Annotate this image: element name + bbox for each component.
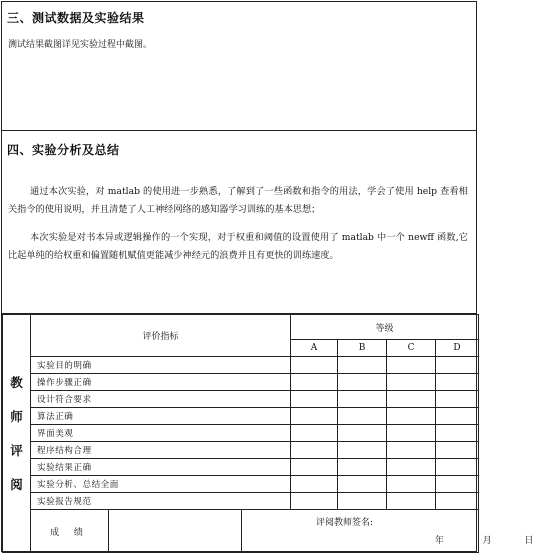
grade-cell[interactable] xyxy=(338,425,387,442)
criteria-row xyxy=(3,493,479,510)
grade-cell[interactable] xyxy=(387,391,436,408)
teacher-review-label: 教 师 评 阅 xyxy=(3,315,31,553)
grade-cell[interactable] xyxy=(436,425,479,442)
grade-cell[interactable] xyxy=(291,374,338,391)
grade-header: 等级 xyxy=(291,315,479,340)
criteria-row xyxy=(3,459,479,476)
reviewer-signature-cell[interactable] xyxy=(242,510,533,553)
grade-cell[interactable] xyxy=(338,357,387,374)
lab-report-page xyxy=(1,1,533,552)
day-label: 日 xyxy=(524,536,533,546)
criteria-row xyxy=(3,357,479,374)
criterion-label: 实验分析、总结全面 xyxy=(31,476,291,493)
grade-cell[interactable] xyxy=(338,476,387,493)
grade-cell[interactable] xyxy=(291,493,338,510)
grade-cell[interactable] xyxy=(387,493,436,510)
criterion-label: 设计符合要求 xyxy=(31,391,291,408)
analysis-summary-section xyxy=(2,131,476,314)
criterion-label: 程序结构合理 xyxy=(31,442,291,459)
grade-cell[interactable] xyxy=(436,374,479,391)
grade-cell[interactable] xyxy=(436,493,479,510)
grade-cell[interactable] xyxy=(387,442,436,459)
grade-cell[interactable] xyxy=(387,476,436,493)
criterion-label: 实验目的明确 xyxy=(31,357,291,374)
criteria-row xyxy=(3,442,479,459)
grade-c: C xyxy=(387,340,436,357)
grade-cell[interactable] xyxy=(387,357,436,374)
grade-cell[interactable] xyxy=(291,442,338,459)
criterion-label: 实验报告规范 xyxy=(31,493,291,510)
grade-a: A xyxy=(291,340,338,357)
grade-cell[interactable] xyxy=(291,357,338,374)
grade-cell[interactable] xyxy=(436,408,479,425)
criteria-header: 评价指标 xyxy=(31,315,291,357)
criterion-label: 操作步骤正确 xyxy=(31,374,291,391)
grade-b: B xyxy=(338,340,387,357)
criteria-row xyxy=(3,391,479,408)
section-text: 测试结果截图详见实验过程中截图。 xyxy=(8,40,153,50)
criterion-label: 算法正确 xyxy=(31,408,291,425)
grade-cell[interactable] xyxy=(436,357,479,374)
reviewer-signature-label: 评阅教师签名: xyxy=(316,518,374,528)
section-heading: 四、实验分析及总结 xyxy=(7,143,120,157)
grade-cell[interactable] xyxy=(338,391,387,408)
grade-cell[interactable] xyxy=(338,408,387,425)
grade-cell[interactable] xyxy=(291,425,338,442)
grade-cell[interactable] xyxy=(338,374,387,391)
grade-cell[interactable] xyxy=(387,374,436,391)
month-label: 月 xyxy=(482,536,492,546)
grade-cell[interactable] xyxy=(338,493,387,510)
year-label: 年 xyxy=(434,536,444,546)
summary-paragraph: 通过本次实验，对 matlab 的使用进一步熟悉，了解到了一些函数和指令的用法，学会了使用 help 查看相关指令的使用说明，并且清楚了人工神经网络的感知器学习训练的基本思想； xyxy=(8,186,468,215)
criterion-label: 实验结果正确 xyxy=(31,459,291,476)
grade-cell[interactable] xyxy=(387,425,436,442)
grade-cell[interactable] xyxy=(436,459,479,476)
criteria-row xyxy=(3,476,479,493)
grade-cell[interactable] xyxy=(387,408,436,425)
grade-cell[interactable] xyxy=(338,459,387,476)
summary-paragraph: 本次实验是对书本异或逻辑操作的一个实现，对于权重和阈值的设置使用了 matlab 中一个 newff 函数,它比起单纯的给权重和偏置随机赋值更能减少神经元的浪费并且有更快的训练速度。 xyxy=(8,232,468,261)
section-heading: 三、测试数据及实验结果 xyxy=(7,11,145,25)
score-field[interactable] xyxy=(109,510,242,553)
grade-cell[interactable] xyxy=(387,459,436,476)
criteria-row xyxy=(3,425,479,442)
review-date xyxy=(392,533,533,546)
grade-d: D xyxy=(436,340,479,357)
grade-cell[interactable] xyxy=(436,476,479,493)
grade-cell[interactable] xyxy=(291,476,338,493)
grade-cell[interactable] xyxy=(291,459,338,476)
criteria-row xyxy=(3,374,479,391)
grade-cell[interactable] xyxy=(436,442,479,459)
grade-cell[interactable] xyxy=(291,391,338,408)
criteria-row xyxy=(3,408,479,425)
teacher-evaluation-table xyxy=(2,314,533,553)
grade-cell[interactable] xyxy=(291,408,338,425)
grade-cell[interactable] xyxy=(338,442,387,459)
criterion-label: 界面美观 xyxy=(31,425,291,442)
grade-cell[interactable] xyxy=(436,391,479,408)
score-label: 成 绩 xyxy=(31,510,109,553)
test-results-section xyxy=(2,2,476,131)
